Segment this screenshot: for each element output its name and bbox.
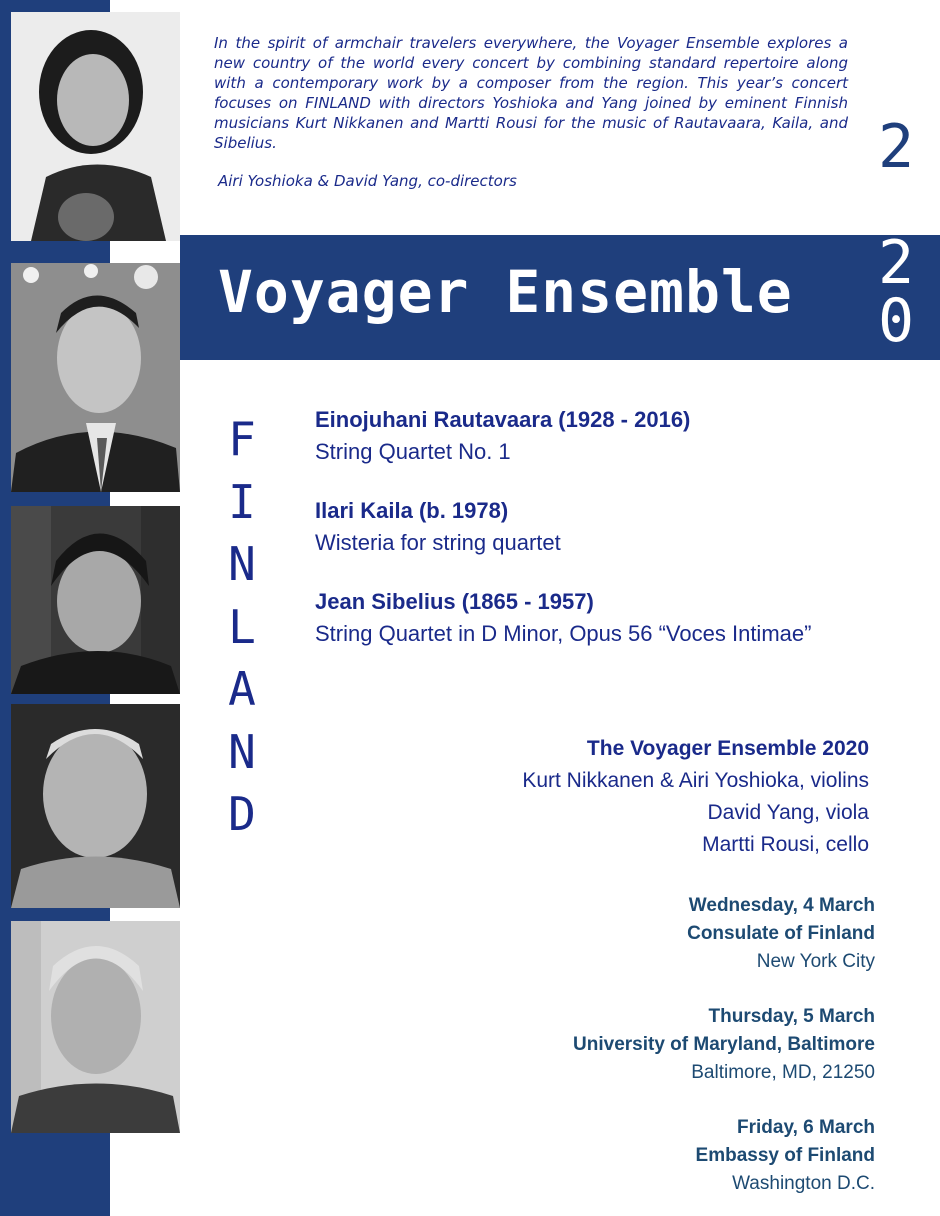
country-letter: D <box>228 787 256 841</box>
country-letter: I <box>228 474 256 529</box>
year-digit: 2 <box>877 228 915 298</box>
event-venue: Consulate of Finland <box>687 923 875 944</box>
ensemble-title: Voyager Ensemble <box>218 258 793 326</box>
ensemble-member: Kurt Nikkanen & Airi Yoshioka, violins <box>522 769 869 792</box>
ensemble-roster <box>369 733 869 861</box>
year-digit: 0 <box>877 286 915 356</box>
program-item <box>315 495 915 559</box>
country-vertical <box>218 408 266 846</box>
work-title: Wisteria for string quartet <box>315 530 561 555</box>
concert-event <box>375 1003 875 1087</box>
program-item <box>315 404 915 468</box>
event-venue: University of Maryland, Baltimore <box>573 1034 875 1055</box>
ensemble-member: Martti Rousi, cello <box>702 833 869 856</box>
intro-paragraph: In the spirit of armchair travelers everywhere, the Voyager Ensemble explores a new country of the world every concert by combining standard repertoire along with a contemporary work by a composer from the region. This year’s concert focuses on FINLAND with directors Yoshioka and Yang joined by eminent Finnish musicians Kurt Nikkanen and Martti Rousi for the music of Rautavaara, Kaila, and Sibelius. <box>214 34 848 152</box>
work-title: String Quartet in D Minor, Opus 56 “Voces Intimae” <box>315 621 812 646</box>
composer-name: Ilari Kaila (b. 1978) <box>315 498 509 523</box>
year-digit: 2 <box>877 112 915 182</box>
event-location: Washington D.C. <box>732 1173 875 1194</box>
event-location: Baltimore, MD, 21250 <box>691 1062 875 1083</box>
program-item <box>315 586 915 650</box>
ensemble-heading: The Voyager Ensemble 2020 <box>586 737 869 760</box>
program-list <box>315 404 915 677</box>
work-title: String Quartet No. 1 <box>315 439 511 464</box>
event-location: New York City <box>756 951 875 972</box>
portrait-photo-ilari-kaila <box>11 921 180 1133</box>
portrait-photo-kurt-nikkanen <box>11 506 180 694</box>
event-date: Friday, 6 March <box>737 1117 875 1138</box>
country-letter: N <box>228 537 256 591</box>
portrait-photo-david-yang <box>11 263 180 492</box>
co-directors-signature: Airi Yoshioka & David Yang, co-directors <box>218 172 517 190</box>
concert-schedule <box>375 892 875 1216</box>
country-letter: A <box>228 662 256 716</box>
year-vertical <box>868 112 924 356</box>
event-date: Wednesday, 4 March <box>688 895 875 916</box>
ensemble-member: David Yang, viola <box>707 801 869 824</box>
country-letter: N <box>228 724 256 779</box>
country-letter: F <box>228 412 256 466</box>
portrait-photo-martti-rousi <box>11 704 180 908</box>
event-date: Thursday, 5 March <box>708 1006 875 1027</box>
year-digit: 0 <box>877 170 915 240</box>
composer-name: Einojuhani Rautavaara (1928 - 2016) <box>315 407 691 432</box>
concert-event <box>375 1114 875 1198</box>
composer-name: Jean Sibelius (1865 - 1957) <box>315 589 594 614</box>
portrait-photo-airi-yoshioka <box>11 12 180 241</box>
event-venue: Embassy of Finland <box>695 1145 875 1166</box>
concert-event <box>375 892 875 976</box>
country-letter: L <box>228 599 256 654</box>
